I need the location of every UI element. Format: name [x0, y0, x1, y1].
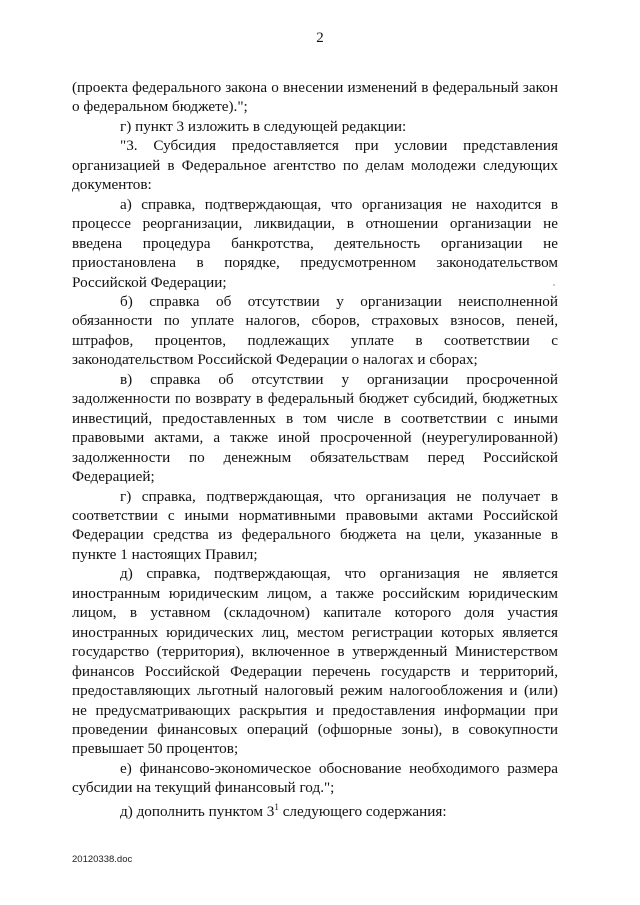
add-clause-text-end: следующего содержания:: [278, 802, 447, 820]
paragraph-item-d-add: [72, 798, 558, 821]
scan-speck: [553, 284, 555, 286]
footer-filename: 20120338.doc: [72, 854, 133, 865]
list-item-b: б) справка об отсутствии у организации неисполненной обязанности по уплате налогов, сборов, страховых взносов, пеней, штрафов, процентов, подлежащих уплате в соответствии с законодательством Российской Федерации о налогах и сборах;: [72, 292, 558, 369]
add-clause-text: д) дополнить пунктом 3: [120, 802, 275, 820]
list-item-e: е) финансово-экономическое обоснование необходимого размера субсидии на текущий финансовый год.";: [72, 759, 558, 797]
paragraph-item-g: г) пункт 3 изложить в следующей редакции:: [120, 117, 407, 135]
list-item-g: г) справка, подтверждающая, что организация не получает в соответствии с иными нормативными правовыми актами Российской Федерации средства из федерального бюджета на цели, указанные в пункте 1 настоящих Правил;: [72, 487, 558, 563]
list-item-v: в) справка об отсутствии у организации просроченной задолженности по возврату в федеральный бюджет субсидий, бюджетных инвестиций, предоставленных в том числе в соответствии с иными правовыми актами, а также иной просроченной (неурегулированной) задолженности по денежным обязательствам перед Российской Федерацией;: [72, 370, 558, 486]
paragraph-continuation-line1: (проекта федерального закона о внесении изменений в федеральный закон: [72, 79, 558, 96]
superscript-1: 1: [274, 801, 279, 812]
list-item-d: д) справка, подтверждающая, что организация не является иностранным юридическим лицом, а также российским юридическим лицом, в уставном (складочном) капитале которого доля участия иностранных юридических лиц, местом регистрации которых является государство (территория), включенное в утвержденный Министерством финансов Российской Федерации перечень государств и территорий, предоставляющих льготный налоговый режим налогообложения и (или) не предусматривающих раскрытия и предоставления информации при проведении финансовых операций (офшорные зоны), в совокупности превышает 50 процентов;: [72, 565, 558, 758]
list-item-a: а) справка, подтверждающая, что организация не находится в процессе реорганизации, ликвидации, в отношении организации не введена процедура банкротства, деятельность организации не приостановлена в порядке, предусмотренном законодательством Российской Федерации;: [72, 195, 558, 291]
paragraph-clause-3: "3. Субсидия предоставляется при условии представления организацией в Федеральное агентство по делам молодежи следующих документов:: [72, 137, 558, 194]
page-number: 2: [316, 30, 324, 46]
document-body: [72, 78, 558, 821]
paragraph-continuation-line2: о федеральном бюджете).";: [72, 98, 248, 116]
